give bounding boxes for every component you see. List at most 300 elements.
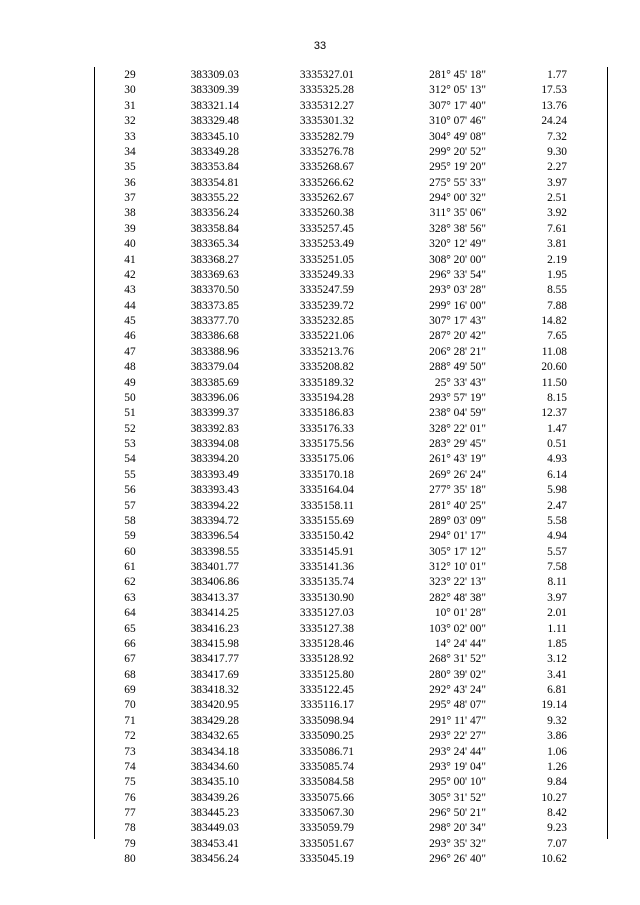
table-row (95, 68, 607, 83)
distance-cell: 8.42 (547, 807, 567, 819)
northing-cell: 3335059.79 (299, 822, 354, 835)
point-id-cell: 35 (124, 161, 136, 174)
table-row (95, 237, 607, 252)
bearing-cell: 291° 11' 47" (429, 714, 486, 727)
table-row (95, 606, 607, 621)
point-id-cell: 33 (124, 130, 136, 143)
distance-cell: 10.62 (541, 853, 567, 866)
northing-cell: 3335127.38 (299, 622, 354, 635)
coordinate-table-body (95, 68, 607, 868)
distance-cell: 6.14 (547, 468, 567, 481)
easting-cell: 383379.04 (190, 361, 239, 374)
bearing-cell: 305° 31' 52" (429, 791, 486, 804)
distance-cell: 8.15 (547, 391, 567, 404)
point-id-cell: 47 (124, 345, 136, 358)
bearing-cell: 296° 33' 54" (429, 268, 486, 281)
bearing-cell: 320° 12' 49" (429, 238, 486, 251)
table-row (95, 376, 607, 391)
northing-cell: 3335260.38 (299, 207, 354, 220)
bearing-cell: 14° 24' 44" (434, 637, 486, 650)
distance-cell: 4.93 (547, 453, 567, 466)
point-id-cell: 80 (124, 853, 136, 866)
point-id-cell: 59 (124, 530, 136, 543)
easting-cell: 383356.24 (190, 207, 239, 220)
bearing-cell: 328° 22' 01" (429, 422, 486, 435)
northing-cell: 3335176.33 (299, 422, 354, 435)
easting-cell: 383385.69 (190, 376, 239, 389)
easting-cell: 383396.54 (190, 530, 239, 543)
bearing-cell: 311° 35' 06" (429, 207, 486, 220)
northing-cell: 3335164.04 (299, 484, 354, 497)
distance-cell: 5.57 (547, 545, 567, 558)
table-row (95, 745, 607, 760)
point-id-cell: 42 (124, 268, 136, 281)
bearing-cell: 293° 24' 44" (429, 745, 486, 758)
table-row (95, 591, 607, 606)
distance-cell: 7.65 (547, 330, 567, 343)
bearing-cell: 280° 39' 02" (429, 668, 486, 681)
northing-cell: 3335257.45 (299, 222, 354, 235)
distance-cell: 17.53 (541, 84, 567, 97)
easting-cell: 383398.55 (190, 545, 239, 558)
distance-cell: 11.50 (541, 376, 567, 389)
northing-cell: 3335282.79 (299, 130, 354, 143)
distance-cell: 3.12 (547, 653, 567, 666)
easting-cell: 383349.28 (190, 145, 239, 158)
coordinate-table (95, 68, 607, 868)
easting-cell: 383445.23 (190, 807, 239, 819)
distance-cell: 1.47 (547, 422, 567, 435)
table-row (95, 360, 607, 375)
easting-cell: 383365.34 (190, 238, 239, 251)
easting-cell: 383415.98 (190, 637, 239, 650)
easting-cell: 383418.32 (190, 684, 239, 696)
bearing-cell: 299° 20' 52" (429, 145, 486, 158)
table-row (95, 483, 607, 498)
bearing-cell: 312° 10' 01" (429, 561, 486, 573)
easting-cell: 383399.37 (190, 407, 239, 420)
bearing-cell: 293° 57' 19" (429, 391, 486, 404)
table-row (95, 145, 607, 160)
table-row (95, 514, 607, 529)
northing-cell: 3335268.67 (299, 161, 354, 174)
table-row (95, 83, 607, 98)
bearing-cell: 206° 28' 21" (429, 345, 486, 358)
bearing-cell: 10° 01' 28" (434, 607, 486, 620)
point-id-cell: 56 (124, 484, 136, 497)
northing-cell: 3335122.45 (299, 684, 354, 696)
easting-cell: 383345.10 (190, 130, 239, 143)
northing-cell: 3335128.92 (299, 653, 354, 666)
bearing-cell: 295° 48' 07" (429, 699, 486, 712)
table-row (95, 191, 607, 206)
easting-cell: 383406.86 (190, 576, 239, 589)
bearing-cell: 277° 35' 18" (429, 484, 486, 497)
table-row (95, 345, 607, 360)
point-id-cell: 68 (124, 668, 136, 681)
bearing-cell: 293° 19' 04" (429, 760, 486, 773)
bearing-cell: 288° 49' 50" (429, 361, 486, 374)
easting-cell: 383309.03 (190, 69, 239, 81)
point-id-cell: 32 (124, 115, 136, 128)
northing-cell: 3335150.42 (299, 530, 354, 543)
table-row (95, 698, 607, 713)
easting-cell: 383368.27 (190, 253, 239, 266)
table-row (95, 575, 607, 590)
bearing-cell: 308° 20' 00" (429, 253, 486, 266)
bearing-cell: 25° 33' 43" (434, 376, 486, 389)
bearing-cell: 295° 19' 20" (429, 161, 486, 174)
point-id-cell: 66 (124, 637, 136, 650)
distance-cell: 10.27 (541, 791, 567, 804)
distance-cell: 2.51 (547, 192, 567, 204)
point-id-cell: 71 (124, 714, 136, 727)
distance-cell: 20.60 (541, 361, 567, 374)
northing-cell: 3335213.76 (299, 345, 354, 358)
table-row (95, 529, 607, 544)
table-row (95, 268, 607, 283)
bearing-cell: 275° 55' 33" (429, 176, 486, 189)
easting-cell: 383358.84 (190, 222, 239, 235)
distance-cell: 2.47 (547, 499, 567, 512)
distance-cell: 7.32 (547, 130, 567, 143)
northing-cell: 3335312.27 (299, 99, 354, 112)
bearing-cell: 281° 40' 25" (429, 499, 486, 512)
point-id-cell: 41 (124, 253, 136, 266)
point-id-cell: 70 (124, 699, 136, 712)
point-id-cell: 31 (124, 99, 136, 112)
distance-cell: 4.94 (547, 530, 567, 543)
distance-cell: 1.95 (547, 268, 567, 281)
table-row (95, 852, 607, 867)
distance-cell: 9.84 (547, 776, 567, 789)
distance-cell: 7.88 (547, 299, 567, 312)
distance-cell: 2.19 (547, 253, 567, 266)
table-row (95, 391, 607, 406)
table-row (95, 206, 607, 221)
table-row (95, 160, 607, 175)
point-id-cell: 63 (124, 591, 136, 604)
point-id-cell: 37 (124, 192, 136, 204)
distance-cell: 9.23 (547, 822, 567, 835)
point-id-cell: 51 (124, 407, 136, 420)
distance-cell: 3.81 (547, 238, 567, 251)
easting-cell: 383453.41 (190, 837, 239, 850)
easting-cell: 383369.63 (190, 268, 239, 281)
northing-cell: 3335051.67 (299, 837, 354, 850)
table-row (95, 406, 607, 421)
point-id-cell: 44 (124, 299, 136, 312)
table-row (95, 760, 607, 775)
northing-cell: 3335045.19 (299, 853, 354, 866)
easting-cell: 383353.84 (190, 161, 239, 174)
easting-cell: 383321.14 (190, 99, 239, 112)
table-row (95, 499, 607, 514)
easting-cell: 383396.06 (190, 391, 239, 404)
distance-cell: 14.82 (541, 315, 567, 327)
distance-cell: 3.97 (547, 591, 567, 604)
easting-cell: 383414.25 (190, 607, 239, 620)
point-id-cell: 38 (124, 207, 136, 220)
point-id-cell: 40 (124, 238, 136, 251)
bearing-cell: 294° 01' 17" (429, 530, 486, 543)
northing-cell: 3335170.18 (299, 468, 354, 481)
northing-cell: 3335239.72 (299, 299, 354, 312)
table-row (95, 452, 607, 467)
bearing-cell: 268° 31' 52" (429, 653, 486, 666)
table-row (95, 314, 607, 329)
point-id-cell: 53 (124, 438, 136, 450)
northing-cell: 3335276.78 (299, 145, 354, 158)
bearing-cell: 312° 05' 13" (429, 84, 486, 97)
easting-cell: 383420.95 (190, 699, 239, 712)
northing-cell: 3335186.83 (299, 407, 354, 420)
easting-cell: 383439.26 (190, 791, 239, 804)
distance-cell: 24.24 (541, 115, 567, 128)
point-id-cell: 39 (124, 222, 136, 235)
distance-cell: 3.86 (547, 730, 567, 743)
easting-cell: 383309.39 (190, 84, 239, 97)
distance-cell: 7.58 (547, 561, 567, 573)
point-id-cell: 62 (124, 576, 136, 589)
point-id-cell: 74 (124, 760, 136, 773)
point-id-cell: 55 (124, 468, 136, 481)
northing-cell: 3335247.59 (299, 284, 354, 297)
distance-cell: 7.61 (547, 222, 567, 235)
bearing-cell: 282° 48' 38" (429, 591, 486, 604)
bearing-cell: 299° 16' 00" (429, 299, 486, 312)
point-id-cell: 67 (124, 653, 136, 666)
distance-cell: 2.01 (547, 607, 567, 620)
distance-cell: 11.08 (541, 345, 567, 358)
distance-cell: 5.98 (547, 484, 567, 497)
bearing-cell: 304° 49' 08" (429, 130, 486, 143)
table-row (95, 729, 607, 744)
northing-cell: 3335301.32 (299, 115, 354, 128)
northing-cell: 3335325.28 (299, 84, 354, 97)
northing-cell: 3335141.36 (299, 561, 354, 573)
bearing-cell: 307° 17' 40" (429, 99, 486, 112)
table-row (95, 422, 607, 437)
distance-cell: 2.27 (547, 161, 567, 174)
northing-cell: 3335158.11 (300, 499, 354, 512)
northing-cell: 3335145.91 (299, 545, 354, 558)
point-id-cell: 76 (124, 791, 136, 804)
table-row (95, 222, 607, 237)
easting-cell: 383370.50 (190, 284, 239, 297)
bearing-cell: 283° 29' 45" (429, 438, 486, 450)
point-id-cell: 58 (124, 514, 136, 527)
table-row (95, 652, 607, 667)
point-id-cell: 64 (124, 607, 136, 620)
northing-cell: 3335253.49 (299, 238, 354, 251)
northing-cell: 3335085.74 (299, 760, 354, 773)
point-id-cell: 60 (124, 545, 136, 558)
point-id-cell: 65 (124, 622, 136, 635)
bearing-cell: 293° 03' 28" (429, 284, 486, 297)
easting-cell: 383432.65 (190, 730, 239, 743)
northing-cell: 3335221.06 (299, 330, 354, 343)
table-row (95, 329, 607, 344)
easting-cell: 383354.81 (190, 176, 239, 189)
bearing-cell: 293° 22' 27" (429, 730, 486, 743)
distance-cell: 0.51 (547, 438, 567, 450)
northing-cell: 3335251.05 (299, 253, 354, 266)
northing-cell: 3335249.33 (299, 268, 354, 281)
distance-cell: 9.32 (547, 714, 567, 727)
easting-cell: 383394.08 (190, 438, 239, 450)
bearing-cell: 307° 17' 43" (429, 315, 486, 327)
easting-cell: 383456.24 (190, 853, 239, 866)
northing-cell: 3335232.85 (299, 315, 354, 327)
bearing-cell: 323° 22' 13" (429, 576, 486, 589)
easting-cell: 383401.77 (190, 561, 239, 573)
northing-cell: 3335189.32 (299, 376, 354, 389)
bearing-cell: 298° 20' 34" (429, 822, 486, 835)
northing-cell: 3335155.69 (299, 514, 354, 527)
northing-cell: 3335266.62 (299, 176, 354, 189)
point-id-cell: 78 (124, 822, 136, 835)
bearing-cell: 261° 43' 19" (429, 453, 486, 466)
easting-cell: 383417.69 (190, 668, 239, 681)
easting-cell: 383329.48 (190, 115, 239, 128)
easting-cell: 383392.83 (190, 422, 239, 435)
northing-cell: 3335194.28 (299, 391, 354, 404)
table-row (95, 560, 607, 575)
distance-cell: 12.37 (541, 407, 567, 420)
distance-cell: 8.55 (547, 284, 567, 297)
northing-cell: 3335127.03 (299, 607, 354, 620)
northing-cell: 3335130.90 (299, 591, 354, 604)
table-row (95, 791, 607, 806)
northing-cell: 3335116.17 (300, 699, 354, 712)
table-row (95, 468, 607, 483)
easting-cell: 383377.70 (190, 315, 239, 327)
distance-cell: 9.30 (547, 145, 567, 158)
point-id-cell: 79 (124, 837, 136, 850)
distance-cell: 3.41 (547, 668, 567, 681)
bearing-cell: 293° 35' 32" (429, 837, 486, 850)
distance-cell: 13.76 (541, 99, 567, 112)
point-id-cell: 36 (124, 176, 136, 189)
northing-cell: 3335090.25 (299, 730, 354, 743)
point-id-cell: 75 (124, 776, 136, 789)
bearing-cell: 310° 07' 46" (429, 115, 486, 128)
table-row (95, 821, 607, 836)
table-row (95, 668, 607, 683)
point-id-cell: 43 (124, 284, 136, 297)
easting-cell: 383434.18 (190, 745, 239, 758)
point-id-cell: 72 (124, 730, 136, 743)
bearing-cell: 328° 38' 56" (429, 222, 486, 235)
point-id-cell: 54 (124, 453, 136, 466)
table-row (95, 637, 607, 652)
point-id-cell: 52 (124, 422, 136, 435)
table-row (95, 683, 607, 698)
distance-cell: 6.81 (547, 684, 567, 696)
point-id-cell: 48 (124, 361, 136, 374)
distance-cell: 3.97 (547, 176, 567, 189)
easting-cell: 383449.03 (190, 822, 239, 835)
bearing-cell: 295° 00' 10" (429, 776, 486, 789)
point-id-cell: 73 (124, 745, 136, 758)
point-id-cell: 77 (124, 807, 136, 819)
easting-cell: 383388.96 (190, 345, 239, 358)
northing-cell: 3335098.94 (299, 714, 354, 727)
distance-cell: 8.11 (547, 576, 567, 589)
easting-cell: 383416.23 (190, 622, 239, 635)
northing-cell: 3335175.06 (299, 453, 354, 466)
northing-cell: 3335262.67 (299, 192, 354, 204)
point-id-cell: 61 (124, 561, 136, 573)
table-row (95, 299, 607, 314)
distance-cell: 7.07 (547, 837, 567, 850)
point-id-cell: 57 (124, 499, 136, 512)
bearing-cell: 296° 50' 21" (429, 807, 486, 819)
table-row (95, 837, 607, 852)
table-row (95, 283, 607, 298)
table-row (95, 545, 607, 560)
table-row (95, 714, 607, 729)
northing-cell: 3335327.01 (299, 69, 354, 81)
point-id-cell: 69 (124, 684, 136, 696)
easting-cell: 383393.43 (190, 484, 239, 497)
point-id-cell: 49 (124, 376, 136, 389)
northing-cell: 3335208.82 (299, 361, 354, 374)
northing-cell: 3335084.58 (299, 776, 354, 789)
table-row (95, 806, 607, 821)
bearing-cell: 289° 03' 09" (429, 514, 486, 527)
bearing-cell: 287° 20' 42" (429, 330, 486, 343)
easting-cell: 383429.28 (190, 714, 239, 727)
table-row (95, 437, 607, 452)
easting-cell: 383394.72 (190, 514, 239, 527)
northing-cell: 3335128.46 (299, 637, 354, 650)
northing-cell: 3335067.30 (299, 807, 354, 819)
easting-cell: 383417.77 (190, 653, 239, 666)
table-row (95, 622, 607, 637)
northing-cell: 3335175.56 (299, 438, 354, 450)
table-row (95, 176, 607, 191)
point-id-cell: 46 (124, 330, 136, 343)
distance-cell: 3.92 (547, 207, 567, 220)
northing-cell: 3335135.74 (299, 576, 354, 589)
point-id-cell: 29 (124, 69, 136, 81)
easting-cell: 383435.10 (190, 776, 239, 789)
bearing-cell: 238° 04' 59" (429, 407, 486, 420)
bearing-cell: 294° 00' 32" (429, 192, 486, 204)
easting-cell: 383393.49 (190, 468, 239, 481)
bearing-cell: 103° 02' 00" (429, 622, 486, 635)
distance-cell: 1.06 (547, 745, 567, 758)
point-id-cell: 34 (124, 145, 136, 158)
easting-cell: 383386.68 (190, 330, 239, 343)
point-id-cell: 50 (124, 391, 136, 404)
easting-cell: 383373.85 (190, 299, 239, 312)
distance-cell: 1.26 (547, 760, 567, 773)
easting-cell: 383355.22 (190, 192, 239, 204)
easting-cell: 383413.37 (190, 591, 239, 604)
easting-cell: 383434.60 (190, 760, 239, 773)
distance-cell: 1.77 (547, 69, 567, 81)
table-row (95, 775, 607, 790)
easting-cell: 383394.22 (190, 499, 239, 512)
point-id-cell: 45 (124, 315, 136, 327)
bearing-cell: 281° 45' 18" (429, 69, 486, 81)
easting-cell: 383394.20 (190, 453, 239, 466)
point-id-cell: 30 (124, 84, 136, 97)
bearing-cell: 305° 17' 12" (429, 545, 486, 558)
